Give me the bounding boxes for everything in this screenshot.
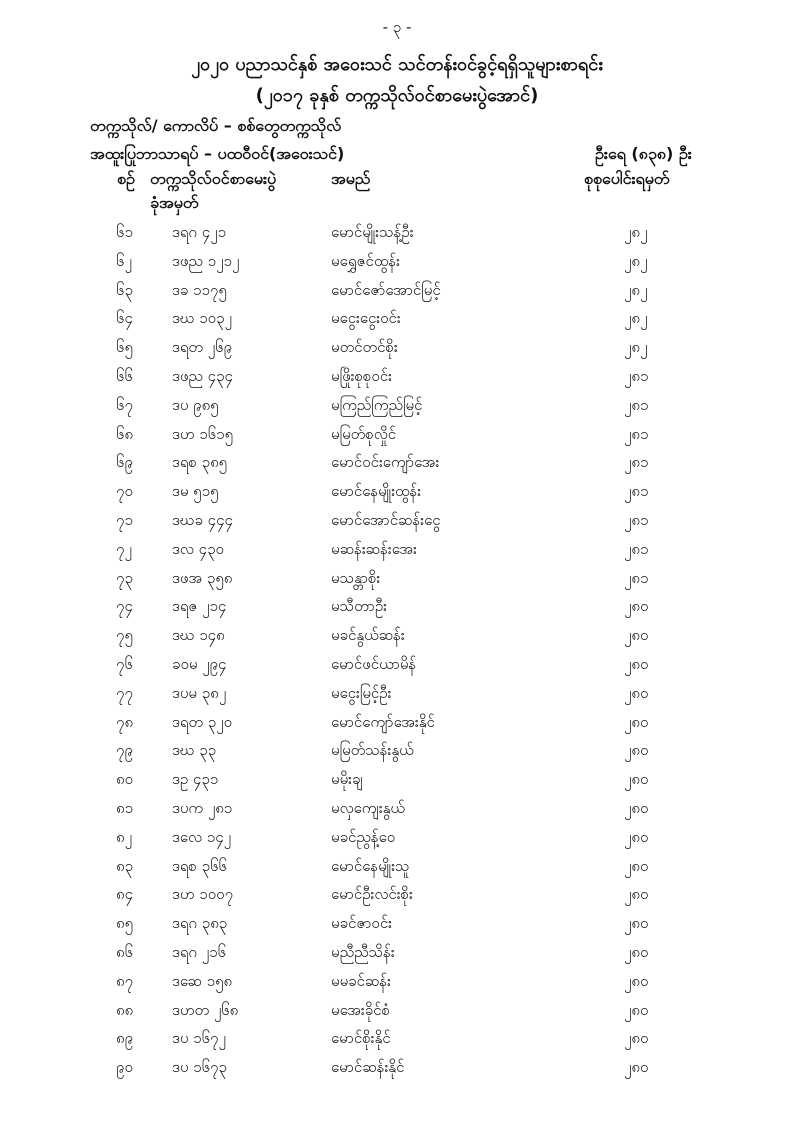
table-row — [0, 1028, 794, 1057]
roll-number: ဒလ ၄၃၀ — [172, 539, 224, 558]
roll-number: ဒရဂ ၄၂၁ — [172, 223, 227, 241]
total-marks: ၂၈၂ — [624, 280, 648, 299]
roll-number: ဒဖအ ၃၅၈ — [172, 568, 233, 587]
student-name: မောင်မျိုးသန့်ဦး — [331, 223, 414, 241]
total-marks: ၂၈၁ — [624, 395, 649, 414]
row-number: ၇၇ — [116, 683, 133, 702]
student-name: မငွေးမြင့်ဦး — [331, 683, 392, 702]
student-name: မငွေးငွေးဝင်း — [331, 309, 401, 328]
student-name: မောင်နေမျိုးသူ — [331, 856, 410, 875]
row-number: ၈၃ — [116, 856, 134, 875]
results-table — [0, 222, 794, 1086]
specialization-label: အထူးပြုဘာသာရပ် – ပထဝီဝင်(အဝေးသင်) — [90, 144, 345, 163]
student-name: မဖြိုးစုစုဝင်း — [331, 366, 392, 385]
roll-number: ဒပက ၂၈၁ — [172, 798, 233, 817]
roll-number: ဒဥ ၄၃၁ — [172, 770, 219, 789]
total-marks: ၂၈၀ — [624, 1058, 649, 1077]
roll-number: ဒပ ၁၆၇၃ — [172, 1058, 227, 1077]
roll-number: ဒဟ ၁၀၀၇ — [172, 885, 234, 904]
table-row — [0, 798, 794, 827]
student-name: မဆန်းဆန်းအေး — [331, 539, 417, 558]
table-row — [0, 596, 794, 625]
row-number: ၇၅ — [116, 626, 133, 645]
total-marks: ၂၈၁ — [624, 424, 649, 443]
roll-number: ဒဃ ၁၀၃၂ — [172, 309, 232, 328]
column-header-name: အမည် — [331, 169, 371, 188]
row-number: ၈၀ — [116, 770, 134, 789]
total-marks: ၂၈၀ — [624, 914, 649, 933]
total-marks: ၂၈၀ — [624, 770, 649, 789]
roll-number: ဒဖည ၁၂၁၂ — [172, 251, 240, 270]
row-number: ၆၁ — [116, 223, 133, 241]
student-name: မတင်တင်စိုး — [331, 338, 398, 357]
student-name: မောင်ဆန်းနိုင် — [331, 1058, 405, 1077]
total-marks: ၂၈၀ — [624, 827, 649, 846]
roll-number: ဒရဇ ၂၁၄ — [172, 597, 227, 616]
roll-number: ဒပမ ၃၈၂ — [172, 683, 227, 702]
document-title: ၂၀၂၀ ပညာသင်နှစ် အဝေးသင် သင်တန်းဝင်ခွင့်ရရှိသူများစာရင်း — [191, 54, 603, 75]
total-marks: ၂၈၀ — [624, 885, 649, 904]
row-number: ၇၉ — [116, 741, 133, 760]
roll-number: ဒပ ၁၆၇၂ — [172, 1029, 226, 1048]
table-row — [0, 251, 794, 280]
table-row — [0, 1000, 794, 1029]
roll-number: ဒပ ၉၈၅ — [172, 395, 219, 414]
student-name: မောင်ဖင်ယာမိန် — [331, 654, 417, 673]
roll-number: ဒရဂ ၃၈၃ — [172, 914, 228, 933]
table-row — [0, 740, 794, 769]
document-subtitle: (၂၀၁၇ ခုနှစ် တက္ကသိုလ်ဝင်စာမေးပွဲအောင်) — [255, 85, 539, 106]
column-header-marks: စုစုပေါင်းရမှတ် — [584, 169, 670, 188]
roll-number: ဒရစ ၃၈၅ — [172, 453, 228, 472]
table-row — [0, 712, 794, 741]
row-number: ၇၈ — [116, 712, 134, 731]
total-marks: ၂၈၀ — [624, 798, 649, 817]
total-marks: ၂၈၀ — [624, 683, 649, 702]
total-count: ဦးရေ (၈၃၈) ဦး — [595, 144, 692, 163]
student-name: မခင်နွယ်ဆန်း — [331, 626, 405, 645]
table-row — [0, 568, 794, 597]
total-marks: ၂၈၀ — [624, 971, 649, 990]
table-row — [0, 827, 794, 856]
total-marks: ၂၈၀ — [624, 856, 649, 875]
table-row — [0, 510, 794, 539]
university-label: တက္ကသိုလ်/ ကောလိပ် – စစ်တွေတက္ကသိုလ် — [90, 116, 342, 135]
roll-number: ဒဟ ၁၆၁၅ — [172, 424, 234, 443]
student-name: မညီညီသိန်း — [331, 942, 395, 961]
table-row — [0, 280, 794, 309]
table-row — [0, 856, 794, 885]
student-name: မသီတာဦး — [331, 597, 387, 616]
student-name: မအေးခိုင်စံ — [331, 1000, 390, 1019]
row-number: ၉၀ — [116, 1058, 133, 1077]
row-number: ၈၇ — [116, 971, 134, 990]
table-row — [0, 942, 794, 971]
roll-number: ဒဟတ ၂၆၈ — [172, 1000, 239, 1019]
student-name: မောင်ဦးလင်းစိုး — [331, 885, 413, 904]
row-number: ၆၇ — [116, 395, 133, 414]
student-name: မရွှေဇင်ထွန်း — [331, 251, 400, 270]
row-number: ၇၀ — [116, 482, 133, 501]
student-name: မမြတ်စုလှိုင် — [331, 424, 397, 443]
total-marks: ၂၈၀ — [624, 1029, 649, 1048]
total-marks: ၂၈၀ — [624, 654, 649, 673]
student-name: မောင်ကျော်အေးနိုင် — [331, 712, 435, 731]
student-name: မောင်ဇော်အောင်မြင့် — [331, 280, 441, 299]
student-name: မကြည်ကြည်မြင့် — [331, 395, 423, 414]
student-name: မမိုးချ — [331, 770, 363, 789]
student-name: မခင်ဇာဝင်း — [331, 914, 392, 933]
roll-number: ဒမ ၅၁၅ — [172, 482, 219, 501]
table-row — [0, 452, 794, 481]
total-marks: ၂၈၀ — [624, 942, 649, 961]
row-number: ၈၁ — [116, 798, 134, 817]
total-marks: ၂၈၂ — [624, 223, 648, 241]
student-name: မသန္တာစိုး — [331, 568, 381, 587]
total-marks: ၂၈၂ — [624, 251, 648, 270]
total-marks: ၂၈၁ — [624, 482, 649, 501]
student-name: မောင်စိုးနိုင် — [331, 1029, 391, 1048]
student-name: မောင်အောင်ဆန်းငွေ — [331, 510, 441, 529]
table-row — [0, 481, 794, 510]
student-name: မောင်ဝင်းကျော်အေး — [331, 453, 440, 472]
table-row — [0, 1057, 794, 1086]
roll-number: ဒရဂ ၂၁၆ — [172, 942, 227, 961]
roll-number: ခဝမ ၂၉၄ — [172, 654, 227, 673]
total-marks: ၂၈၀ — [624, 741, 649, 760]
row-number: ၆၆ — [116, 366, 133, 385]
table-row — [0, 654, 794, 683]
row-number: ၈၅ — [116, 914, 134, 933]
row-number: ၇၆ — [116, 654, 133, 673]
row-number: ၇၃ — [116, 568, 133, 587]
student-name: မမခင်ဆန်း — [331, 971, 391, 990]
row-number: ၈၆ — [116, 942, 134, 961]
row-number: ၇၂ — [116, 539, 132, 558]
roll-number: ဒဃခ ၄၄၄ — [172, 510, 233, 529]
table-row — [0, 308, 794, 337]
table-row — [0, 884, 794, 913]
table-row — [0, 424, 794, 453]
total-marks: ၂၈၂ — [624, 338, 648, 357]
table-row — [0, 337, 794, 366]
total-marks: ၂၈၀ — [624, 712, 649, 731]
column-header-no: စဉ် — [117, 169, 135, 188]
column-header-roll-line1: တက္ကသိုလ်ဝင်စာမေးပွဲ — [150, 169, 277, 188]
row-number: ၇၁ — [116, 510, 133, 529]
total-marks: ၂၈၀ — [624, 626, 649, 645]
total-marks: ၂၈၀ — [624, 1000, 649, 1019]
roll-number: ဒဆေ ၁၅၈ — [172, 971, 233, 990]
row-number: ၈၈ — [116, 1000, 134, 1019]
table-row — [0, 539, 794, 568]
roll-number: ဒရတ ၂၆၉ — [172, 338, 233, 357]
row-number: ၆၈ — [116, 424, 134, 443]
column-header-roll-line2: ခုံအမှတ် — [150, 193, 199, 212]
row-number: ၇၄ — [116, 597, 133, 616]
roll-number: ဒဃ ၃၃ — [172, 741, 217, 760]
row-number: ၆၉ — [116, 453, 133, 472]
row-number: ၆၅ — [116, 338, 133, 357]
row-number: ၆၄ — [116, 309, 133, 328]
table-row — [0, 395, 794, 424]
column-header-roll — [150, 167, 276, 215]
student-name: မောင်နေမျိုးထွန်း — [331, 482, 422, 501]
roll-number: ဒဃ ၁၄၈ — [172, 626, 225, 645]
table-row — [0, 366, 794, 395]
total-marks: ၂၈၁ — [624, 510, 649, 529]
roll-number: ဒရစ ၃၆၆ — [172, 856, 227, 875]
total-marks: ၂၈၁ — [624, 539, 649, 558]
student-name: မလှကျေးနွယ် — [331, 798, 405, 817]
total-marks: ၂၈၁ — [624, 366, 649, 385]
table-row — [0, 769, 794, 798]
table-row — [0, 913, 794, 942]
total-marks: ၂၈၀ — [624, 597, 649, 616]
table-row — [0, 222, 794, 251]
roll-number: ဒခ ၁၁၇၅ — [172, 280, 227, 299]
roll-number: ဒလေ ၁၄၂ — [172, 827, 232, 846]
roll-number: ဒရတ ၃၂၀ — [172, 712, 233, 731]
row-number: ၈၉ — [116, 1029, 134, 1048]
student-name: မမြတ်သန်းနွယ် — [331, 741, 414, 760]
row-number: ၆၃ — [116, 280, 133, 299]
student-name: မခင်ညွန့်ဝေ — [331, 827, 396, 846]
total-marks: ၂၈၁ — [624, 568, 649, 587]
table-row — [0, 625, 794, 654]
total-marks: ၂၈၂ — [624, 309, 648, 328]
total-marks: ၂၈၁ — [624, 453, 649, 472]
page-number: - ၃ - — [382, 18, 412, 36]
row-number: ၆၂ — [116, 251, 132, 270]
roll-number: ဒဖည ၄၃၄ — [172, 366, 233, 385]
row-number: ၈၄ — [116, 885, 134, 904]
table-row — [0, 971, 794, 1000]
row-number: ၈၂ — [116, 827, 132, 846]
table-row — [0, 683, 794, 712]
